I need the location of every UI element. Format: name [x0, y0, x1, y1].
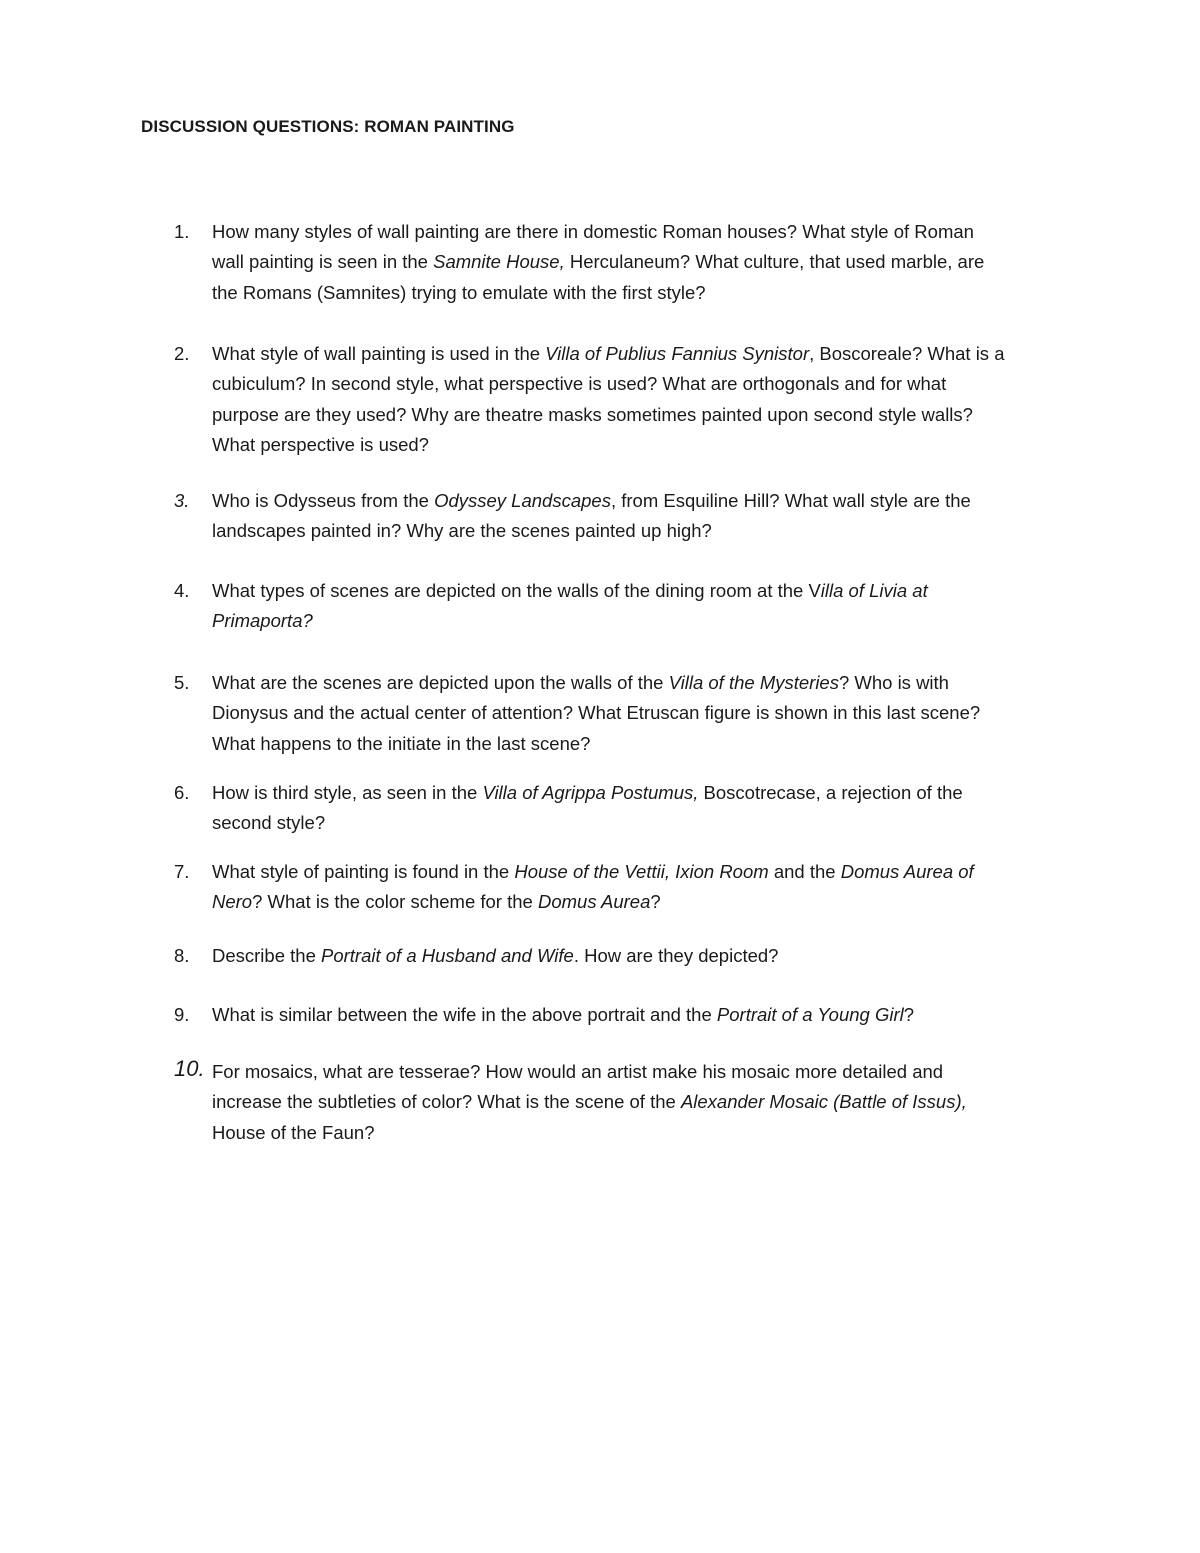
question-number: 8.	[174, 945, 190, 966]
question-text-segment: purpose are they used? Why are theatre masks sometimes painted upon second style walls?	[212, 403, 973, 425]
question-text	[212, 486, 1062, 547]
question-text	[212, 941, 1062, 971]
question-line	[212, 247, 1062, 277]
question-text-segment: ?	[903, 1004, 915, 1025]
question-line	[212, 576, 1062, 606]
question-text	[212, 217, 1062, 308]
question-text	[212, 1000, 1062, 1030]
question-text	[212, 339, 1062, 460]
question-line	[212, 698, 1062, 728]
question-line	[212, 808, 1062, 838]
italic-title-text: Odyssey Landscapes	[434, 490, 611, 511]
page-title: DISCUSSION QUESTIONS: ROMAN PAINTING	[141, 117, 515, 136]
question-text-segment: cubiculum? In second style, what perspective is used? What are orthogonals and for what	[212, 373, 947, 395]
italic-title-text: Villa of the Mysteries	[668, 672, 839, 693]
question-text-segment: What are the scenes are depicted upon the walls of the	[212, 672, 669, 693]
italic-title-text: Villa of Agrippa Postumus,	[482, 782, 699, 803]
italic-title-text: Domus Aurea	[537, 891, 651, 913]
question-text-segment: and the	[768, 861, 841, 882]
question-line	[212, 1118, 1062, 1148]
question-text-segment: , Boscoreale? What is a	[809, 343, 1005, 364]
italic-title-text: Nero	[212, 891, 253, 913]
question-line	[212, 778, 1062, 808]
question-line	[212, 941, 1062, 971]
question-text-segment: Boscotrecase, a rejection of the	[698, 782, 963, 803]
question-text-segment: increase the subtleties of color? What is the scene of the	[212, 1091, 681, 1113]
question-text	[212, 1057, 1062, 1148]
question-line	[212, 516, 1062, 546]
question-number: 1.	[174, 221, 190, 242]
question-text-segment: How many styles of wall painting are there in domestic Roman houses? What style of Roman	[212, 221, 974, 242]
question-text-segment: What types of scenes are depicted on the walls of the dining room at the V	[212, 580, 821, 601]
question-text	[212, 778, 1062, 839]
question-text-segment: second style?	[212, 812, 326, 834]
italic-title-text: illa of Livia at	[820, 580, 928, 601]
question-number: 3.	[174, 490, 190, 511]
question-line	[212, 668, 1062, 698]
question-text	[212, 668, 1062, 759]
question-text-segment: What style of painting is found in the	[212, 861, 515, 882]
question-text-segment: For mosaics, what are tesserae? How would an artist make his mosaic more detailed and	[212, 1061, 944, 1082]
question-text	[212, 576, 1062, 637]
question-number: 9.	[174, 1004, 190, 1025]
italic-title-text: Samnite House,	[433, 251, 565, 273]
question-text-segment: Who is Odysseus from the	[212, 490, 435, 511]
italic-title-text: House of the Vettii, Ixion Room	[514, 861, 769, 882]
question-line	[212, 606, 1062, 636]
question-line	[212, 887, 1062, 917]
question-text-segment: , from Esquiline Hill? What wall style are the	[610, 490, 971, 511]
question-text-segment: House of the Faun?	[212, 1121, 375, 1143]
question-text	[212, 857, 1062, 918]
question-text-segment: What happens to the initiate in the last scene?	[212, 732, 591, 754]
question-text-segment: the Romans (Samnites) trying to emulate with the first style?	[212, 281, 706, 303]
question-text-segment: ? Who is with	[838, 672, 949, 693]
question-line	[212, 278, 1062, 308]
question-line	[212, 486, 1062, 516]
question-line	[212, 1057, 1062, 1087]
question-text-segment: ? What is the color scheme for the	[252, 891, 538, 913]
question-text-segment: . How are they depicted?	[573, 945, 779, 966]
question-line	[212, 1087, 1062, 1117]
question-text-segment: What is similar between the wife in the above portrait and the	[212, 1004, 717, 1025]
question-line	[212, 1000, 1062, 1030]
question-text-segment: How is third style, as seen in the	[212, 782, 483, 803]
question-number: 10.	[174, 1056, 205, 1081]
italic-title-text: Alexander Mosaic (Battle of Issus),	[680, 1091, 967, 1113]
question-text-segment: wall painting is seen in the	[212, 251, 434, 273]
question-number: 5.	[174, 672, 190, 693]
question-text-segment: Herculaneum? What culture, that used marble, are	[564, 251, 985, 273]
question-text-segment: What style of wall painting is used in the	[212, 343, 546, 364]
question-line	[212, 369, 1062, 399]
question-number: 4.	[174, 580, 190, 601]
question-text-segment: Dionysus and the actual center of attention? What Etruscan figure is shown in this last scene?	[212, 702, 981, 724]
question-line	[212, 729, 1062, 759]
question-line	[212, 430, 1062, 460]
italic-title-text: Portrait of a Young Girl	[716, 1004, 904, 1025]
italic-title-text: Portrait of a Husband and Wife	[321, 945, 574, 966]
question-text-segment: Describe the	[212, 945, 321, 966]
question-text-segment: What perspective is used?	[212, 433, 429, 455]
italic-title-text: Primaporta?	[212, 610, 313, 632]
italic-title-text: Villa of Publius Fannius Synistor	[545, 343, 810, 364]
question-number: 6.	[174, 782, 190, 803]
question-line	[212, 857, 1062, 887]
question-line	[212, 400, 1062, 430]
italic-title-text: Domus Aurea of	[840, 861, 974, 882]
question-number: 7.	[174, 861, 190, 882]
question-line	[212, 339, 1062, 369]
question-text-segment: ?	[650, 891, 661, 913]
question-number: 2.	[174, 343, 190, 364]
question-line	[212, 217, 1062, 247]
question-text-segment: landscapes painted in? Why are the scenes painted up high?	[212, 520, 712, 542]
